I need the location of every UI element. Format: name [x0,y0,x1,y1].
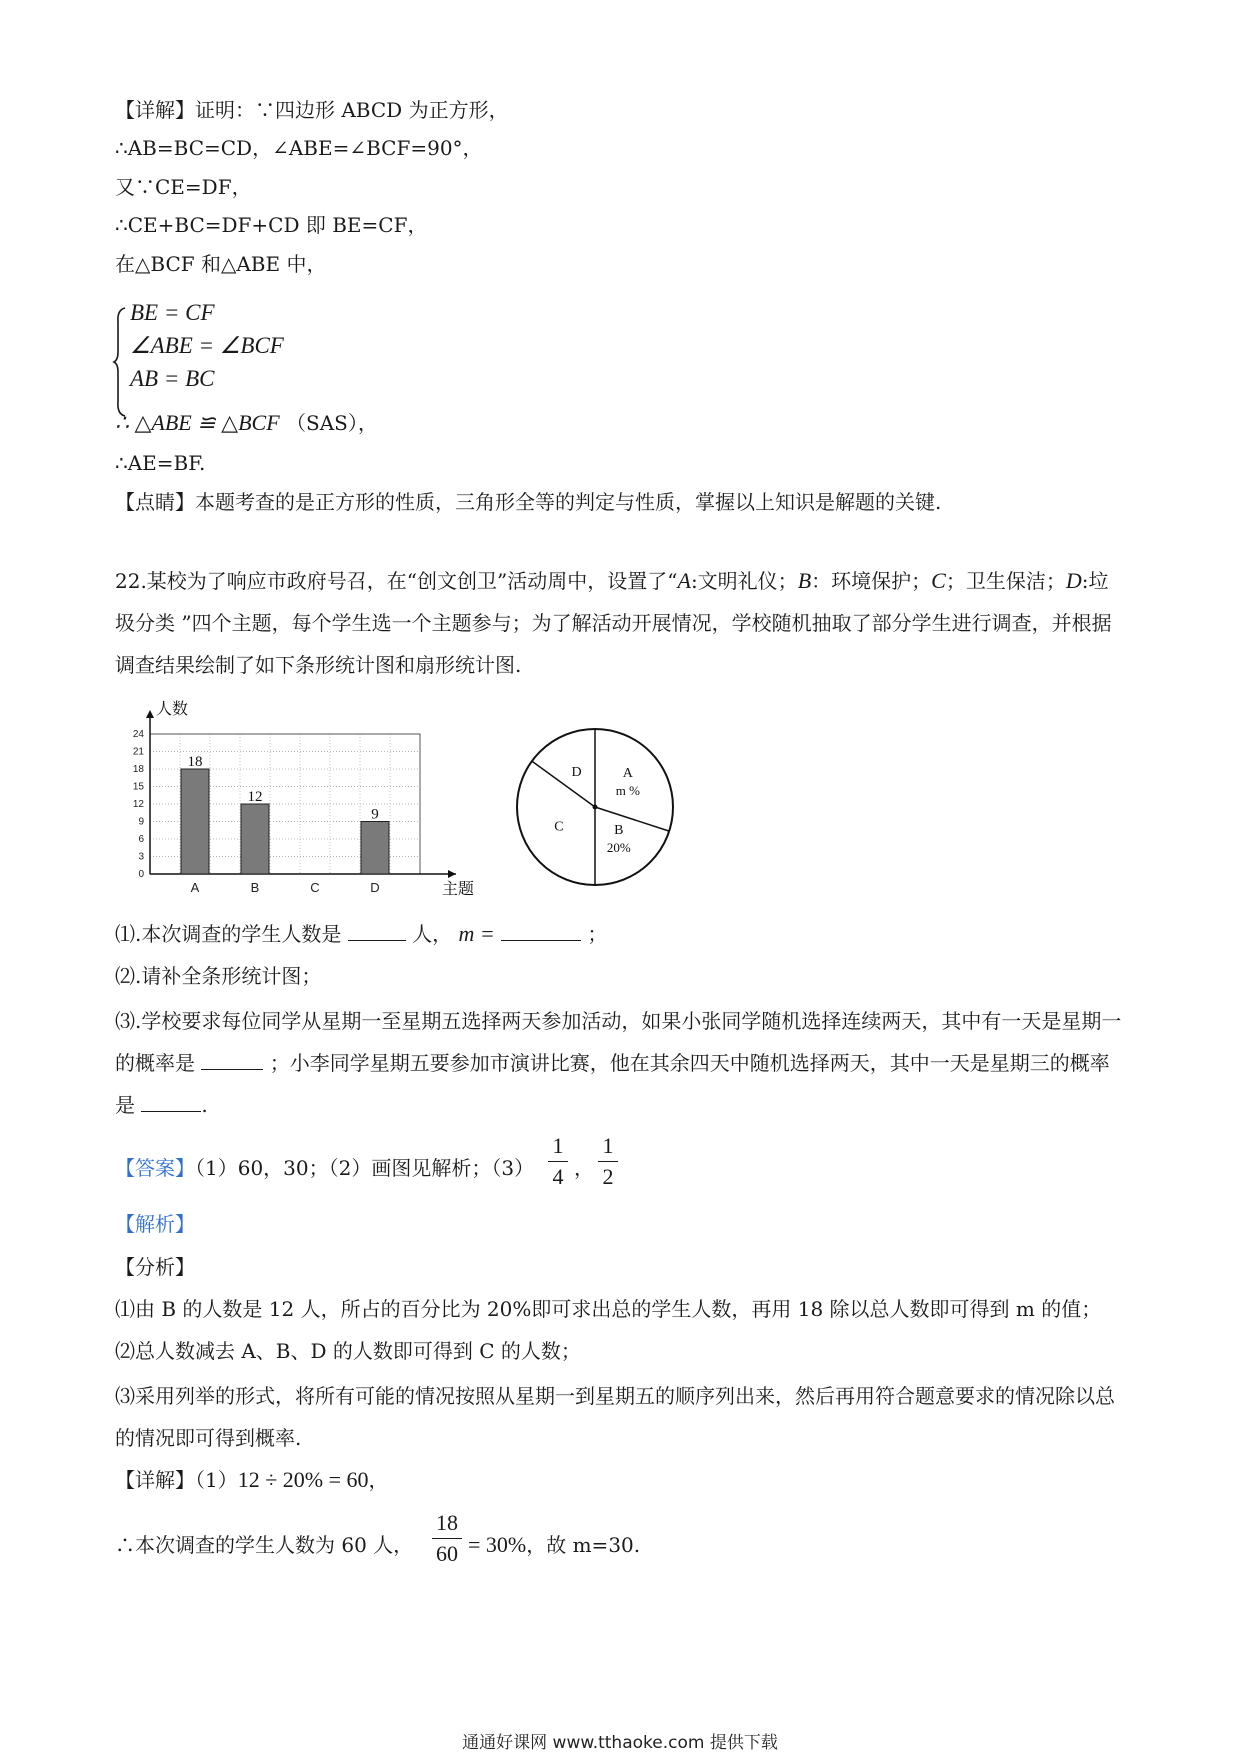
pie-slice-label: A [622,766,633,782]
part-1-m: m = [458,921,495,946]
question-part-1 [115,920,607,948]
stem-text-2: :文明礼仪； [690,569,798,593]
proof-line-5: 在△BCF 和△ABE 中， [115,252,327,276]
part-1-text: ⑴.本次调查的学生人数是 [115,922,342,946]
analysis-line-3: ⑶采用列举的形式，将所有可能的情况按照从星期一到星期五的顺序列出来，然后再用符合题意要求的情况除以总的情况即可得到概率. [115,1384,1115,1450]
stem-theme-c: C [931,568,946,593]
bar-value-label: 12 [247,789,263,805]
detail-line-2-text: ∴本次调查的学生人数为 60 人， [115,1533,414,1557]
detail-line-2-rest [468,1531,640,1559]
x-tick-label: B [250,880,260,895]
answer-blank-4 [141,1093,201,1112]
y-tick-label: 0 [138,869,144,880]
question-part-3 [115,1000,1125,1126]
detail-fraction-denominator: 60 [436,1541,458,1566]
system-brace [113,306,127,418]
detail-equation: 12 ÷ 20% = 60 [237,1467,369,1492]
y-axis-arrow [146,710,154,718]
bar [241,804,269,874]
proof-line-3: 又∵CE=DF， [115,175,252,199]
x-tick-label: A [190,880,200,895]
analysis-line-1: ⑴由 B 的人数是 12 人，所占的百分比为 20%即可求出总的学生人数，再用 18 除以总人数即可得到 m 的值； [115,1297,1102,1321]
detail-line-1 [115,1466,389,1494]
bar [361,822,389,875]
pie-slice-value: 20% [606,839,631,855]
stem-theme-b: B [797,568,812,593]
fraction-1-denominator: 4 [552,1164,564,1189]
pie-center [593,805,598,810]
stem-text-4: ；卫生保洁； [945,569,1066,593]
system-eq-3: AB = BC [130,366,215,391]
analysis-label: 【解析】 [115,1212,195,1236]
congruence-reason: （SAS）， [286,411,378,435]
congruence-statement: ∴ △ABE ≌ △BCF [115,410,280,435]
y-tick-label: 9 [138,816,144,828]
y-tick-label: 3 [138,851,144,863]
part-1-unit: 人， [412,922,453,946]
stem-text-1: 22.某校为了响应市政府号召，在“创文创卫”活动周中，设置了“ [115,569,678,593]
stem-text-3: ：环境保护； [811,569,932,593]
bar-chart [120,699,475,900]
bar [181,769,209,874]
answer-line [115,1154,534,1182]
pie-slice-label: B [614,822,624,838]
part-3-text-2: ；小李同学星期五要参加市演讲比赛，他在其余四天中随机选择两天，其中一天是星期三的概率是 [115,1051,1110,1117]
x-axis-arrow [448,870,456,878]
bar-value-label: 18 [187,754,203,770]
proof-comment: 【点睛】本题考查的是正方形的性质，三角形全等的判定与性质，掌握以上知识是解题的关键. [115,490,942,514]
analysis-heading: 【分析】 [115,1255,195,1279]
detail-fraction-numerator: 18 [436,1510,458,1535]
answer-text: （1）60，30；（2）画图见解析；（3） [195,1156,535,1180]
x-tick-label: D [370,880,380,895]
y-tick-label: 21 [132,746,144,758]
pie-slice-value: m % [615,783,640,799]
y-tick-label: 24 [132,729,144,740]
answer-fraction-2 [598,1133,618,1190]
detail-conclusion: ，故 m=30. [526,1533,641,1557]
question-part-2: ⑵.请补全条形统计图； [115,964,322,988]
stem-theme-d: D [1065,568,1082,593]
system-eq-2: ∠ABE = ∠BCF [130,333,284,358]
y-tick-label: 12 [132,799,144,810]
stem-theme-a: A [677,568,691,593]
analysis-line-2: ⑵总人数减去 A、B、D 的人数即可得到 C 的人数； [115,1339,581,1363]
answer-blank-3 [201,1051,263,1070]
answer-separator: ， [574,1156,594,1180]
answer-label: 【答案】 [115,1156,195,1180]
part-3-end: . [201,1093,208,1117]
pie-chart [510,725,680,895]
question-22-stem [115,560,1125,686]
detail-comma: ， [368,1468,389,1492]
fraction-2-denominator: 2 [602,1164,614,1189]
x-tick-label: C [310,880,320,895]
detail-percent: = 30% [468,1532,527,1557]
answer-blank-2 [501,922,581,941]
y-tick-label: 18 [132,764,144,775]
system-eq-1: BE = CF [130,300,215,325]
proof-line-4: ∴CE+BC=DF+CD 即 BE=CF， [115,213,428,237]
fraction-1-numerator: 1 [552,1133,564,1158]
pie-slice-label: C [554,819,564,835]
stem-text-5: :垃圾分类 ”四个主题，每个学生选一个主题参与；为了解活动开展情况，学校随机抽取了部分学生进行调查，并根据调查结果绘制了如下条形统计图和扇形统计图. [115,569,1112,677]
x-axis-label: 主题 [442,879,475,898]
proof-line-6 [115,409,378,437]
answer-fraction-1 [548,1133,568,1190]
y-tick-label: 6 [138,834,144,845]
pie-slice-label: D [571,764,582,780]
part-3-text-1: ⑶.学校要求每位同学从星期一至星期五选择两天参加活动，如果小张同学随机选择连续两天，其中有一天是星期一的概率是 [115,1009,1122,1075]
y-axis-label: 人数 [156,699,189,718]
proof-line-2: ∴AB=BC=CD，∠ABE=∠BCF=90°， [115,136,483,160]
proof-line-1: 【详解】证明：∵四边形 ABCD 为正方形， [115,98,509,122]
answer-blank-1 [348,922,406,941]
detail-label: 【详解】（1） [115,1468,238,1492]
fraction-2-numerator: 1 [602,1133,614,1158]
y-tick-label: 15 [132,781,144,793]
bar-value-label: 9 [371,806,379,823]
part-1-end: ； [587,922,608,946]
detail-fraction [432,1510,462,1567]
proof-line-7: ∴AE=BF. [115,451,206,475]
page-footer: 通通好课网 www.tthaoke.com 提供下载 [462,1733,778,1753]
